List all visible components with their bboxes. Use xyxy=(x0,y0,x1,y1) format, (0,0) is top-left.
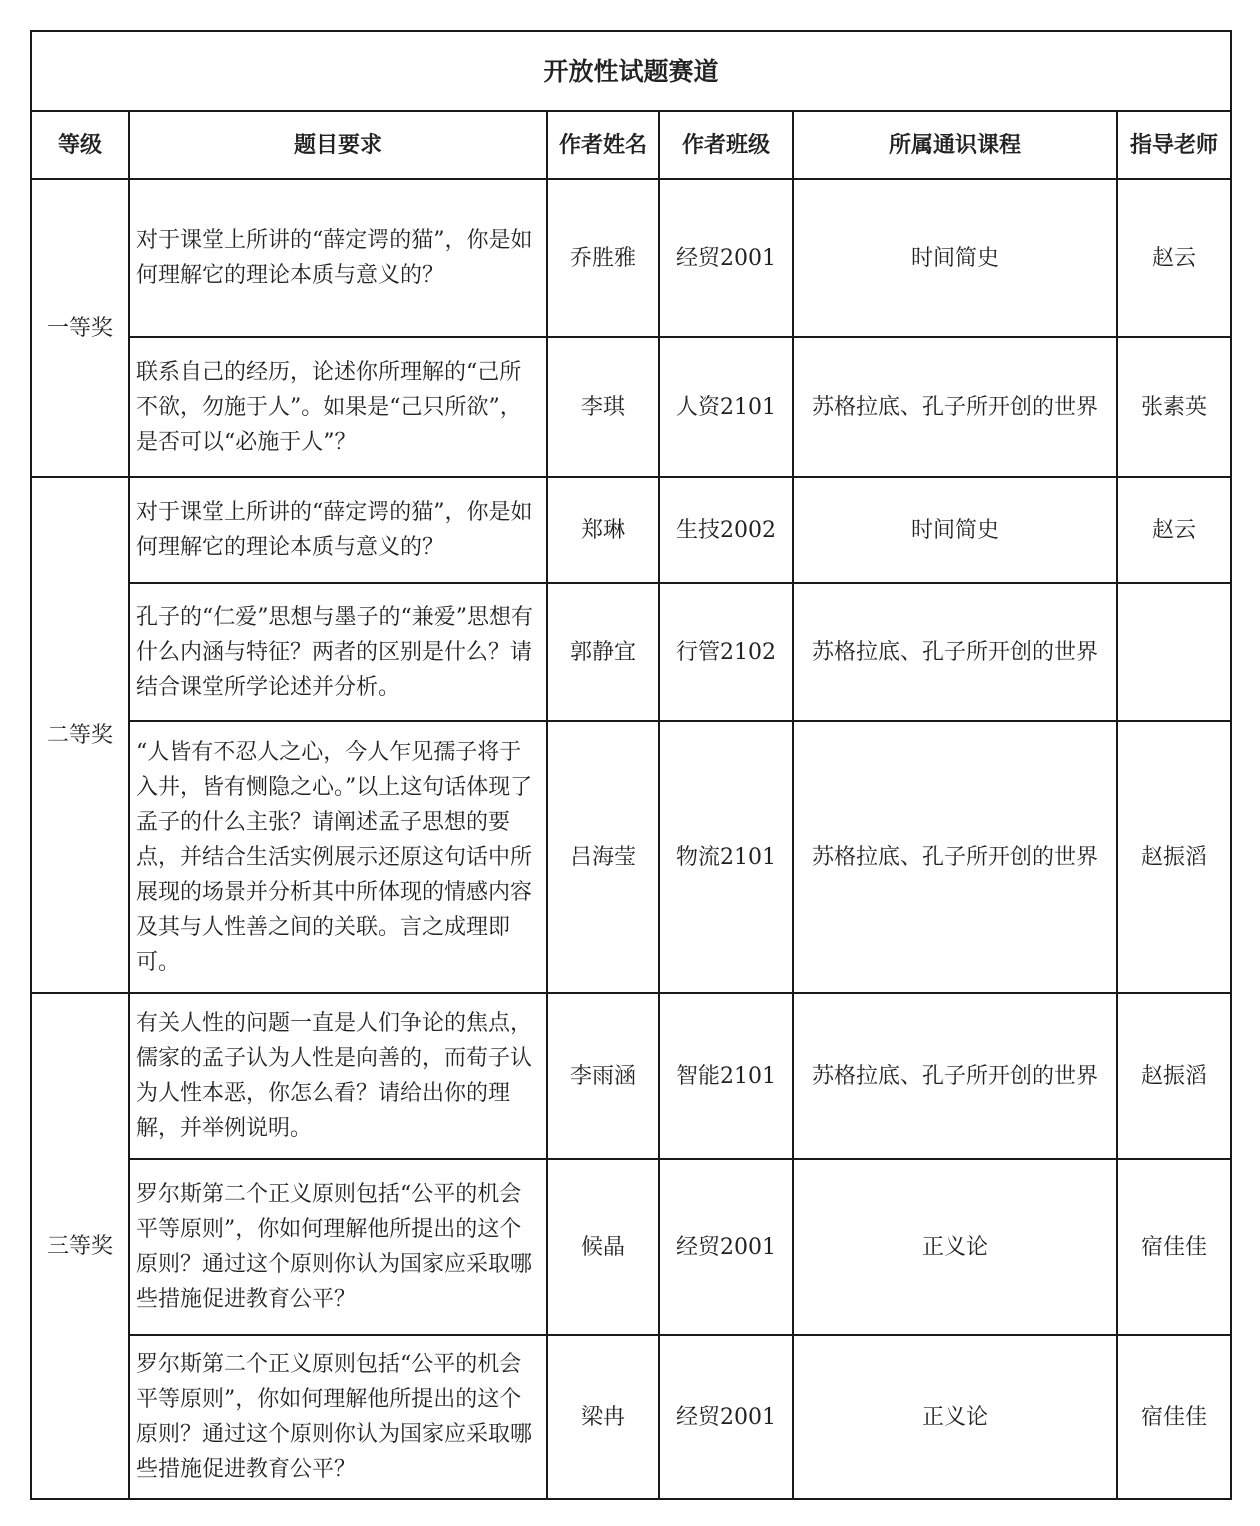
table-row xyxy=(31,583,1231,721)
author-cell: 郭静宜 xyxy=(547,583,659,721)
question-cell: 罗尔斯第二个正义原则包括“公平的机会平等原则”，你如何理解他所提出的这个原则？通过这个原则你认为国家应采取哪些措施促进教育公平？ xyxy=(129,1159,547,1335)
author-cell: 李雨涵 xyxy=(547,993,659,1159)
header-author: 作者姓名 xyxy=(547,111,659,179)
table-row xyxy=(31,179,1231,337)
class-cell: 生技2002 xyxy=(659,477,793,583)
question-cell: 有关人性的问题一直是人们争论的焦点，儒家的孟子认为人性是向善的，而荀子认为人性本恶，你怎么看？请给出你的理解，并举例说明。 xyxy=(129,993,547,1159)
class-cell: 智能2101 xyxy=(659,993,793,1159)
teacher-cell: 赵云 xyxy=(1117,179,1231,337)
table-row xyxy=(31,477,1231,583)
table-row xyxy=(31,337,1231,477)
teacher-cell: 张素英 xyxy=(1117,337,1231,477)
author-cell: 候晶 xyxy=(547,1159,659,1335)
grade-cell: 二等奖 xyxy=(31,477,129,993)
class-cell: 人资2101 xyxy=(659,337,793,477)
header-class: 作者班级 xyxy=(659,111,793,179)
teacher-cell: 赵振滔 xyxy=(1117,721,1231,993)
grade-cell: 一等奖 xyxy=(31,179,129,477)
class-cell: 经贸2001 xyxy=(659,179,793,337)
teacher-cell: 赵云 xyxy=(1117,477,1231,583)
table-row xyxy=(31,1159,1231,1335)
class-cell: 物流2101 xyxy=(659,721,793,993)
table-title: 开放性试题赛道 xyxy=(31,31,1231,111)
course-cell: 正义论 xyxy=(793,1335,1117,1499)
teacher-cell: 赵振滔 xyxy=(1117,993,1231,1159)
teacher-cell: 宿佳佳 xyxy=(1117,1159,1231,1335)
question-cell: 对于课堂上所讲的“薛定谔的猫”，你是如何理解它的理论本质与意义的？ xyxy=(129,179,547,337)
question-cell: 罗尔斯第二个正义原则包括“公平的机会平等原则”，你如何理解他所提出的这个原则？通过这个原则你认为国家应采取哪些措施促进教育公平？ xyxy=(129,1335,547,1499)
class-cell: 行管2102 xyxy=(659,583,793,721)
grade-cell: 三等奖 xyxy=(31,993,129,1499)
question-cell: “人皆有不忍人之心，今人乍见孺子将于入井，皆有恻隐之心。”以上这句话体现了孟子的什么主张？请阐述孟子思想的要点，并结合生活实例展示还原这句话中所展现的场景并分析其中所体现的情感内容及其与人性善之间的关联。言之成理即可。 xyxy=(129,721,547,993)
author-cell: 梁冉 xyxy=(547,1335,659,1499)
course-cell: 苏格拉底、孔子所开创的世界 xyxy=(793,993,1117,1159)
author-cell: 李琪 xyxy=(547,337,659,477)
author-cell: 乔胜雅 xyxy=(547,179,659,337)
question-cell: 对于课堂上所讲的“薛定谔的猫”，你是如何理解它的理论本质与意义的？ xyxy=(129,477,547,583)
table-row xyxy=(31,721,1231,993)
course-cell: 苏格拉底、孔子所开创的世界 xyxy=(793,583,1117,721)
header-course: 所属通识课程 xyxy=(793,111,1117,179)
question-cell: 孔子的“仁爱”思想与墨子的“兼爱”思想有什么内涵与特征？两者的区别是什么？请结合课堂所学论述并分析。 xyxy=(129,583,547,721)
course-cell: 苏格拉底、孔子所开创的世界 xyxy=(793,721,1117,993)
author-cell: 吕海莹 xyxy=(547,721,659,993)
class-cell: 经贸2001 xyxy=(659,1159,793,1335)
course-cell: 时间简史 xyxy=(793,477,1117,583)
course-cell: 苏格拉底、孔子所开创的世界 xyxy=(793,337,1117,477)
table-row xyxy=(31,1335,1231,1499)
teacher-cell: 宿佳佳 xyxy=(1117,1335,1231,1499)
author-cell: 郑琳 xyxy=(547,477,659,583)
course-cell: 时间简史 xyxy=(793,179,1117,337)
teacher-cell xyxy=(1117,583,1231,721)
header-question: 题目要求 xyxy=(129,111,547,179)
table-row xyxy=(31,993,1231,1159)
class-cell: 经贸2001 xyxy=(659,1335,793,1499)
header-grade: 等级 xyxy=(31,111,129,179)
question-cell: 联系自己的经历，论述你所理解的“己所不欲，勿施于人”。如果是“己只所欲”，是否可以“必施于人”？ xyxy=(129,337,547,477)
course-cell: 正义论 xyxy=(793,1159,1117,1335)
header-teacher: 指导老师 xyxy=(1117,111,1231,179)
awards-table xyxy=(30,30,1232,1500)
